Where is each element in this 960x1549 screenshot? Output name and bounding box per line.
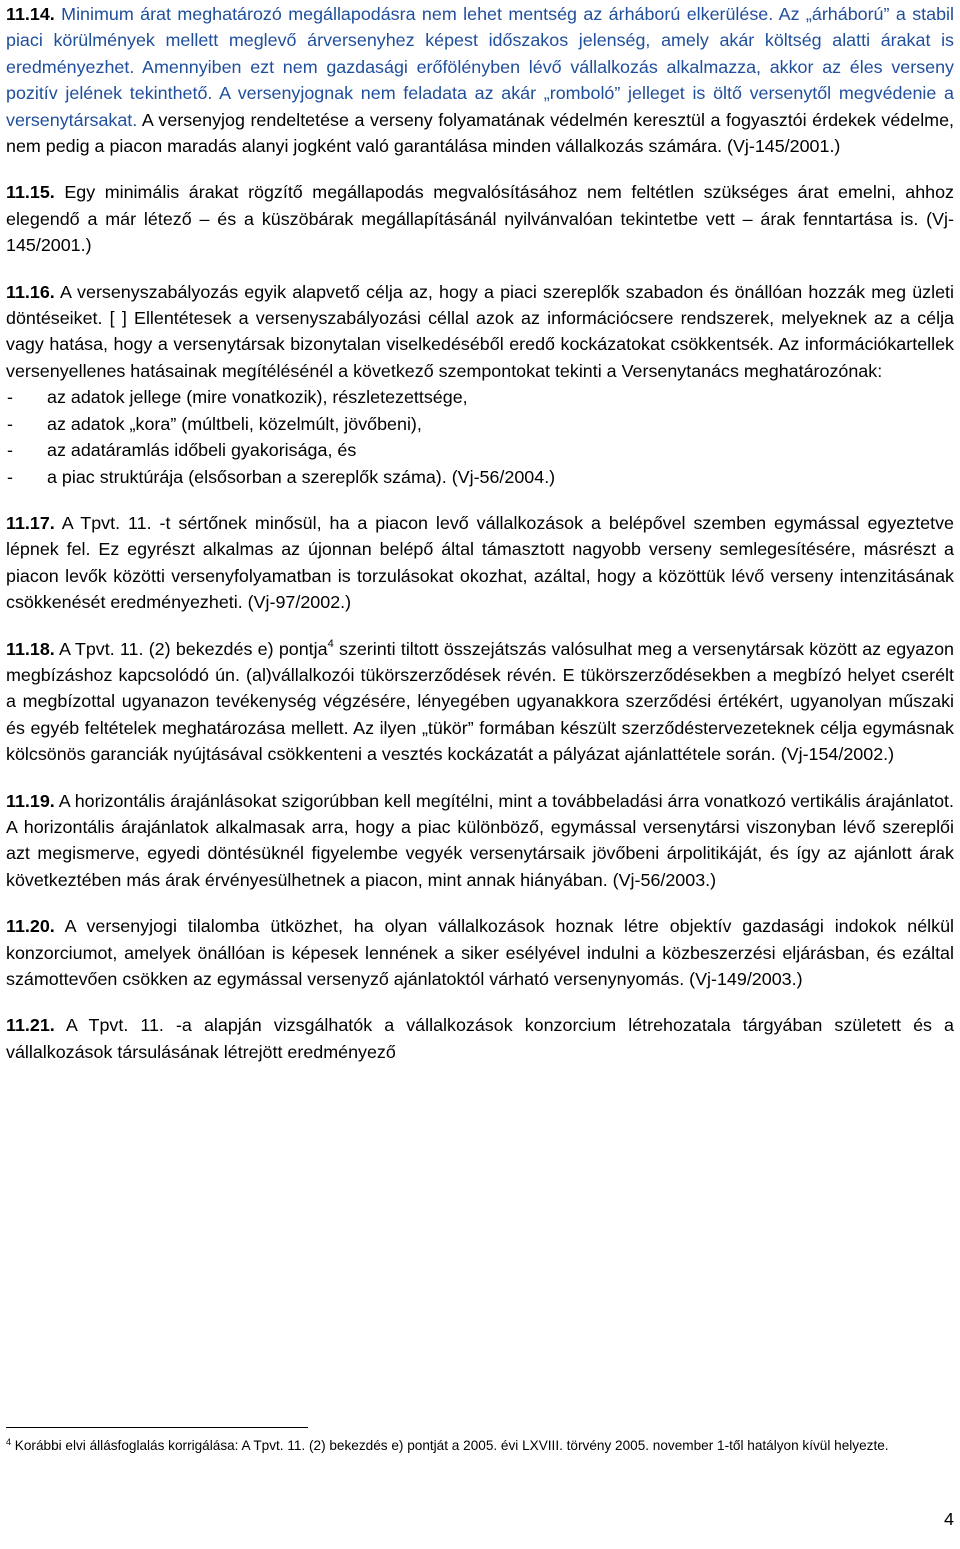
- list-item-text: az adatáramlás időbeli gyakorisága, és: [47, 440, 357, 461]
- list-bullet: -: [7, 413, 13, 434]
- paragraph-text: A horizontális árajánlásokat szigorúbban kell megítélni, mint a továbbeladási árra vonatkozó vertikális árajánlatot. A horizontális árajánlatok alkalmasak arra, hogy a piac különböző, egymással versenytársi viszonyban lévő szereplői azt megismerve, egyedi döntésüknél figyelembe vegyék versenytársaik jövőbeni árpolitikáját, és így az ajánlott árak következtében más árak érvényesülhetnek a piacon, mint annak hiányában. (Vj-56/2003.): [6, 790, 954, 890]
- paragraph-number: 11.15.: [6, 182, 55, 203]
- list-item-text: az adatok jellege (mire vonatkozik), részletezettsége,: [47, 387, 468, 408]
- list-item: [6, 437, 954, 463]
- paragraph-number: 11.21.: [6, 1015, 55, 1036]
- paragraph-text: A versenyszabályozás egyik alapvető célja az, hogy a piaci szereplők szabadon és önállóan hozzák meg üzleti döntéseiket. [ ] Ellentétesek a versenyszabályozási céllal azok az információcsere rendszerek, melyeknek az a célja vagy hatása, hogy a versenytársak bizonytalan viselkedéséből eredő kockázatokat csökkentsék.: [6, 281, 954, 355]
- list-item: [6, 384, 954, 410]
- paragraph-number: 11.14.: [6, 4, 55, 24]
- paragraph-number: 11.20.: [6, 916, 55, 937]
- paragraph-11-14: [6, 1, 954, 159]
- paragraph-11-15: [6, 179, 954, 258]
- footnote-marker: 4: [6, 1437, 12, 1447]
- list-bullet: -: [7, 440, 13, 461]
- paragraph-text: A versenyjogi tilalomba ütközhet, ha olyan vállalkozások hoznak létre objektív gazdasági indokok nélkül konzorciumot, amelyek önállóan is képesek lennének a siker esélyével indulni a közbeszerzési eljárásban, és ezáltal számottevően csökken az egymással versenyző ajánlatoktól várható versenynyomás. (Vj-149/2003.): [6, 916, 954, 989]
- list-item-text: az adatok „kora” (múltbeli, közelmúlt, jövőbeni),: [47, 413, 422, 434]
- paragraph-11-20: [6, 913, 954, 992]
- paragraph-text: Minimum árat meghatározó megállapodásra nem lehet mentség az árháború elkerülése. Az „árháború” a stabil piaci körülmények mellett meglevő árversenyhez képest időszakos jelenség, amely akár költség alatti árakat is eredményezhet. Amennyiben ezt nem gazdasági erőfölényben lévő vállalkozás alkalmazza, akkor az éles verseny pozitív jelének tekinthető. A versenyjognak nem feladata az akár „romboló” jelleget is öltő versenytől megvédenie a versenytársakat.: [6, 4, 954, 130]
- paragraph-text: A Tpvt. 11. -t sértőnek minősül, ha a piacon levő vállalkozások a belépővel szemben egymással egyeztetve lépnek fel. Ez egyrészt alkalmas az újonnan belépő által támasztott nagyobb verseny semlegesítésére, másrészt a piacon levők közötti versenyfolyamatban is torzulásokat okozhat, azáltal, hogy a közöttük lévő verseny intenzitásának csökkenését eredményezheti. (Vj-97/2002.): [6, 512, 954, 613]
- document-body: [6, 0, 954, 1065]
- list-item: [6, 411, 954, 437]
- list-bullet: -: [7, 466, 13, 487]
- paragraph-number: 11.19.: [6, 790, 55, 811]
- paragraph-text: szerinti tiltott összejátszás valósulhat meg a versenytársak között az egyazon megbízáshoz kapcsolódó ún. (al)vállalkozói tükörszerződések révén. E tükörszerződésekben a megbízó helyet cserélt a megbízottal ugyanazon tevékenység végzésére, lényegében ugyanakkora szerződési értékért, ugyanolyan műszaki és egyéb feltételek meghatározása mellett. Az ilyen „tükör” formában készült szerződéstervezeteknek célja egymásnak kölcsönös garanciák nyújtásával csökkenteni a vesztés kockázatát a pályázat ajánlattétele során. (Vj-154/2002.): [6, 638, 954, 765]
- paragraph-text: A Tpvt. 11. -a alapján vizsgálhatók a vállalkozások konzorcium létrehozatala tárgyában született és a vállalkozások társulásának létrejött eredményező: [6, 1015, 954, 1062]
- paragraph-11-21: [6, 1012, 954, 1065]
- paragraph-number: 11.18.: [6, 638, 55, 659]
- footnote: [6, 1436, 954, 1456]
- paragraph-text: Az információkartellek versenyellenes hatásainak megítélésénél a következő szempontokat tekinti a Versenytanács meghatározónak:: [6, 334, 954, 381]
- paragraph-number: 11.16.: [6, 281, 55, 302]
- criteria-list: [6, 384, 954, 490]
- paragraph-11-17: [6, 510, 954, 616]
- list-item: [6, 464, 954, 490]
- list-bullet: -: [7, 387, 13, 408]
- footnote-reference: 4: [327, 637, 334, 650]
- paragraph-11-18: [6, 636, 954, 768]
- paragraph-11-19: [6, 788, 954, 894]
- paragraph-11-16: [6, 279, 954, 385]
- paragraph-number: 11.17.: [6, 512, 55, 533]
- footnote-separator: [6, 1427, 308, 1428]
- document-page: [6, 0, 954, 1549]
- list-item-text: a piac struktúrája (elsősorban a szereplők száma). (Vj-56/2004.): [47, 466, 556, 487]
- paragraph-text: A Tpvt. 11. (2) bekezdés e) pontja: [54, 638, 328, 659]
- page-number: 4: [944, 1509, 954, 1529]
- paragraph-text: Egy minimális árakat rögzítő megállapodás megvalósításához nem feltétlen szükséges árat emelni, ahhoz elegendő a már létező – és a küszöbárak megállapításánál nyilvánvalóan tekintetbe vett – árak fenntartása is. (Vj-145/2001.): [6, 182, 954, 256]
- footnote-text: Korábbi elvi állásfoglalás korrigálása: A Tpvt. 11. (2) bekezdés e) pontját a 2005. évi LXVIII. törvény 2005. november 1-től hatályon kívül helyezte.: [11, 1438, 889, 1453]
- paragraph-text: A versenyjog rendeltetése a verseny folyamatának védelmén keresztül a fogyasztói érdekek védelme, nem pedig a piacon maradás alanyi jogként való garantálása minden vállalkozás számára. (Vj-145/2001.): [6, 109, 954, 157]
